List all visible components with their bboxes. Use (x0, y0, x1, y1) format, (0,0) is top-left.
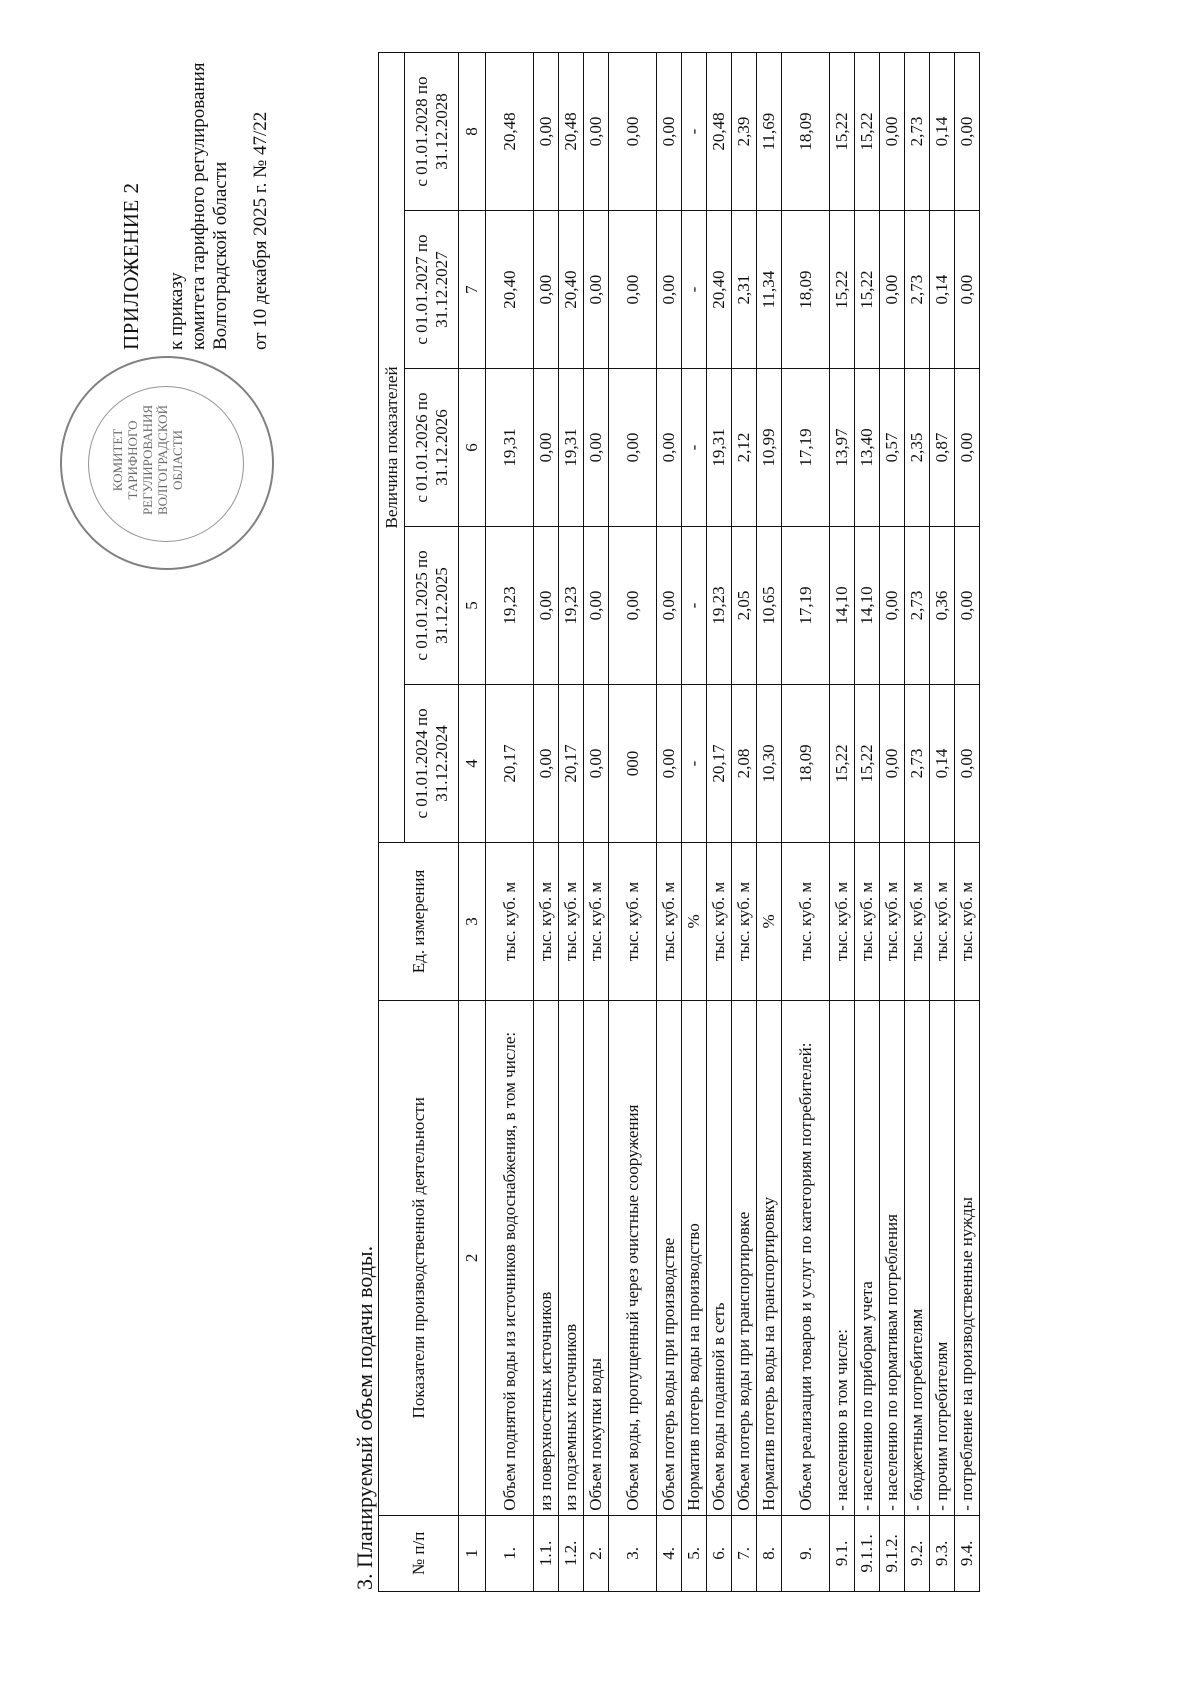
row-value: 0,00 (584, 211, 609, 369)
row-value: 0,00 (534, 53, 559, 211)
row-value: 0,00 (657, 211, 682, 369)
row-value: 0,14 (930, 684, 955, 842)
table-row (732, 53, 757, 1592)
row-value: 20,48 (486, 53, 534, 211)
row-value: 0,00 (955, 527, 980, 685)
row-value: 15,22 (830, 684, 855, 842)
row-value: 2,73 (905, 211, 930, 369)
row-indicator: Объем поднятой воды из источников водоснабжения, в том числе: (486, 1000, 534, 1515)
header-indicator: Показатели производственной деятельности (379, 1000, 459, 1515)
row-value: 14,10 (830, 527, 855, 685)
row-unit: тыс. куб. м (955, 842, 980, 1000)
column-number: 7 (459, 211, 486, 369)
row-value: 0,00 (609, 53, 657, 211)
row-value: 11,69 (757, 53, 782, 211)
row-unit: тыс. куб. м (707, 842, 732, 1000)
row-indicator: - населению по нормативам потребления (880, 1000, 905, 1515)
row-value: 0,00 (584, 369, 609, 527)
row-number: 9. (782, 1515, 830, 1591)
row-number: 1. (486, 1515, 534, 1591)
row-value: 20,17 (559, 684, 584, 842)
row-value: 2,73 (905, 684, 930, 842)
row-value: 15,22 (855, 53, 880, 211)
row-value: - (682, 53, 707, 211)
row-value: 11,34 (757, 211, 782, 369)
row-unit: тыс. куб. м (584, 842, 609, 1000)
row-value: 0,00 (880, 527, 905, 685)
header-unit: Ед. измерения (379, 842, 459, 1000)
row-number: 9.1. (830, 1515, 855, 1591)
table-row (657, 53, 682, 1592)
row-value: 10,30 (757, 684, 782, 842)
row-indicator: Объем реализации товаров и услуг по категориям потребителей: (782, 1000, 830, 1515)
row-value: 0,00 (657, 53, 682, 211)
row-number: 4. (657, 1515, 682, 1591)
row-indicator: из поверхностных источников (534, 1000, 559, 1515)
column-number: 5 (459, 527, 486, 685)
row-number: 9.2. (905, 1515, 930, 1591)
row-indicator: - населению по приборам учета (855, 1000, 880, 1515)
row-unit: тыс. куб. м (534, 842, 559, 1000)
row-value: 2,05 (732, 527, 757, 685)
row-indicator: Объем покупки воды (584, 1000, 609, 1515)
row-value: 0,00 (657, 684, 682, 842)
rotated-content (0, 20, 1000, 1620)
row-value: 18,09 (782, 684, 830, 842)
row-value: 18,09 (782, 211, 830, 369)
header-values-group: Величина показателей (379, 53, 405, 843)
row-value: 0,00 (955, 53, 980, 211)
row-value: 13,97 (830, 369, 855, 527)
row-value: 13,40 (855, 369, 880, 527)
row-value: 2,39 (732, 53, 757, 211)
row-number: 2. (584, 1515, 609, 1591)
row-value: 19,31 (559, 369, 584, 527)
row-number: 9.4. (955, 1515, 980, 1591)
row-number: 5. (682, 1515, 707, 1591)
row-value: 20,17 (486, 684, 534, 842)
row-value: 2,73 (905, 53, 930, 211)
row-unit: тыс. куб. м (657, 842, 682, 1000)
column-number: 8 (459, 53, 486, 211)
row-unit: тыс. куб. м (732, 842, 757, 1000)
table-row (905, 53, 930, 1592)
row-number: 3. (609, 1515, 657, 1591)
header-period: с 01.01.2024 по 31.12.2024 (405, 684, 459, 842)
table-row (930, 53, 955, 1592)
row-value: 10,65 (757, 527, 782, 685)
appendix-header (120, 20, 272, 350)
column-number: 6 (459, 369, 486, 527)
row-value: - (682, 684, 707, 842)
row-value: 19,23 (486, 527, 534, 685)
row-unit: тыс. куб. м (905, 842, 930, 1000)
row-value: 15,22 (855, 684, 880, 842)
column-number: 3 (459, 842, 486, 1000)
row-value: 15,22 (830, 211, 855, 369)
row-value: 0,14 (930, 211, 955, 369)
row-value: 14,10 (855, 527, 880, 685)
header-period: с 01.01.2028 по 31.12.2028 (405, 53, 459, 211)
row-indicator: Норматив потерь воды на транспортировку (757, 1000, 782, 1515)
table-row (782, 53, 830, 1592)
column-number: 1 (459, 1515, 486, 1591)
row-value: 000 (609, 684, 657, 842)
row-number: 9.1.1. (855, 1515, 880, 1591)
row-value: 0,00 (609, 369, 657, 527)
row-unit: тыс. куб. м (930, 842, 955, 1000)
header-period: с 01.01.2027 по 31.12.2027 (405, 211, 459, 369)
row-number: 9.3. (930, 1515, 955, 1591)
table-body (486, 53, 980, 1592)
row-unit: % (757, 842, 782, 1000)
row-value: 0,00 (534, 527, 559, 685)
table-row (682, 53, 707, 1592)
column-number: 2 (459, 1000, 486, 1515)
row-indicator: - населению в том числе: (830, 1000, 855, 1515)
row-value: 0,00 (657, 527, 682, 685)
row-value: 0,00 (880, 53, 905, 211)
row-value: - (682, 527, 707, 685)
row-indicator: - прочим потребителям (930, 1000, 955, 1515)
row-number: 9.1.2. (880, 1515, 905, 1591)
row-value: 19,23 (707, 527, 732, 685)
row-value: 17,19 (782, 369, 830, 527)
row-unit: тыс. куб. м (609, 842, 657, 1000)
appendix-line-2: комитета тарифного регулирования (188, 62, 209, 350)
row-unit: тыс. куб. м (830, 842, 855, 1000)
row-unit: % (682, 842, 707, 1000)
row-value: 0,00 (955, 369, 980, 527)
row-number: 6. (707, 1515, 732, 1591)
row-value: 0,14 (930, 53, 955, 211)
row-indicator: Объем воды, пропущенный через очистные сооружения (609, 1000, 657, 1515)
row-indicator: - бюджетным потребителям (905, 1000, 930, 1515)
header-period: с 01.01.2025 по 31.12.2025 (405, 527, 459, 685)
row-value: 20,48 (707, 53, 732, 211)
row-value: 0,00 (880, 684, 905, 842)
row-unit: тыс. куб. м (559, 842, 584, 1000)
row-value: 17,19 (782, 527, 830, 685)
row-number: 1.1. (534, 1515, 559, 1591)
row-value: 10,99 (757, 369, 782, 527)
row-unit: тыс. куб. м (486, 842, 534, 1000)
table-row (559, 53, 584, 1592)
row-unit: тыс. куб. м (880, 842, 905, 1000)
row-value: 0,00 (955, 684, 980, 842)
header-num: № п/п (379, 1515, 459, 1591)
row-value: 0,00 (609, 527, 657, 685)
table-row (880, 53, 905, 1592)
table-row (707, 53, 732, 1592)
row-value: 0,00 (657, 369, 682, 527)
row-value: - (682, 369, 707, 527)
table-row (830, 53, 855, 1592)
row-value: 15,22 (830, 53, 855, 211)
row-value: 0,00 (584, 684, 609, 842)
row-indicator: из подземных источников (559, 1000, 584, 1515)
row-number: 8. (757, 1515, 782, 1591)
row-indicator: Норматив потерь воды на производство (682, 1000, 707, 1515)
row-value: 20,48 (559, 53, 584, 211)
row-value: 0,00 (584, 527, 609, 685)
row-number: 7. (732, 1515, 757, 1591)
row-number: 1.2. (559, 1515, 584, 1591)
header-period: с 01.01.2026 по 31.12.2026 (405, 369, 459, 527)
row-value: 2,35 (905, 369, 930, 527)
table-row (486, 53, 534, 1592)
row-value: 20,40 (707, 211, 732, 369)
row-value: 0,00 (534, 369, 559, 527)
row-unit: тыс. куб. м (855, 842, 880, 1000)
row-value: 19,31 (707, 369, 732, 527)
row-value: 0,57 (880, 369, 905, 527)
row-value: 15,22 (855, 211, 880, 369)
row-value: 2,12 (732, 369, 757, 527)
row-indicator: - потребление на производственные нужды (955, 1000, 980, 1515)
table-row (855, 53, 880, 1592)
row-unit: тыс. куб. м (782, 842, 830, 1000)
row-value: 20,40 (559, 211, 584, 369)
row-value: 2,73 (905, 527, 930, 685)
table-row (584, 53, 609, 1592)
table-row (609, 53, 657, 1592)
appendix-title: ПРИЛОЖЕНИЕ 2 (119, 182, 143, 350)
row-value: 20,40 (486, 211, 534, 369)
row-value: 0,00 (609, 211, 657, 369)
row-indicator: Объем потерь воды при транспортировке (732, 1000, 757, 1515)
row-indicator: Объем воды поданной в сеть (707, 1000, 732, 1515)
row-value: 19,23 (559, 527, 584, 685)
row-value: 0,00 (534, 211, 559, 369)
row-value: 18,09 (782, 53, 830, 211)
official-stamp-text: КОМИТЕТ ТАРИФНОГО РЕГУЛИРОВАНИЯ ВОЛГОГРАДСКОЙ ОБЛАСТИ (110, 404, 185, 516)
row-value: 2,08 (732, 684, 757, 842)
row-value: 0,87 (930, 369, 955, 527)
column-number: 4 (459, 684, 486, 842)
row-value: 0,00 (955, 211, 980, 369)
row-value: 0,00 (534, 684, 559, 842)
table-row (757, 53, 782, 1592)
row-value: 19,31 (486, 369, 534, 527)
row-value: 0,36 (930, 527, 955, 685)
table-row (534, 53, 559, 1592)
water-supply-table (378, 52, 980, 1592)
row-value: 0,00 (584, 53, 609, 211)
section-title: 3. Планируемый объем подачи воды. (352, 1245, 377, 1590)
row-indicator: Объем потерь воды при производстве (657, 1000, 682, 1515)
table-row (955, 53, 980, 1592)
row-value: - (682, 211, 707, 369)
row-value: 20,17 (707, 684, 732, 842)
appendix-line-3: Волгоградской области (210, 161, 231, 350)
appendix-line-1: к приказу (166, 272, 187, 350)
row-value: 2,31 (732, 211, 757, 369)
appendix-date: от 10 декабря 2025 г. № 47/22 (250, 111, 271, 350)
row-value: 0,00 (880, 211, 905, 369)
